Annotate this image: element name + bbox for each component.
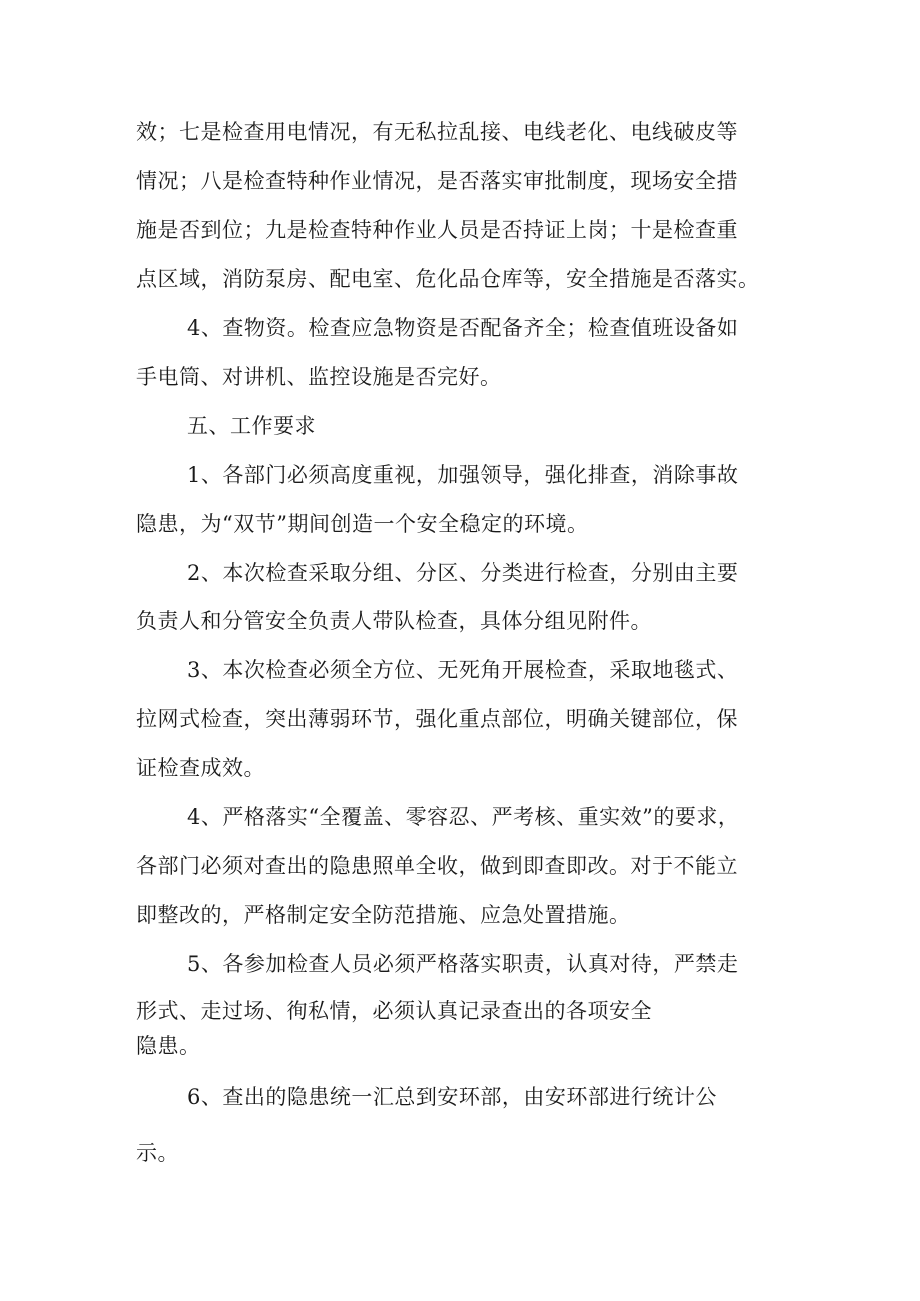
text-line: 手电筒、对讲机、监控设施是否完好。 xyxy=(136,365,502,389)
text-line: 4、查物资。检查应急物资是否配备齐全；检查值班设备如 xyxy=(187,316,739,340)
text-line: 2、本次检查采取分组、分区、分类进行检查，分别由主要 xyxy=(187,561,739,585)
text-line: 点区域，消防泵房、配电室、危化品仓库等，安全措施是否落实。 xyxy=(136,267,760,291)
section-heading: 五、工作要求 xyxy=(187,414,316,438)
text-line: 隐患，为“双节”期间创造一个安全稳定的环境。 xyxy=(136,512,589,536)
text-line: 形式、走过场、徇私情，必须认真记录查出的各项安全 xyxy=(136,999,652,1023)
text-line: 6、查出的隐患统一汇总到安环部，由安环部进行统计公 xyxy=(187,1085,717,1109)
text-line: 施是否到位；九是检查特种作业人员是否持证上岗；十是检查重 xyxy=(136,218,738,242)
text-line: 即整改的，严格制定安全防范措施、应急处置措施。 xyxy=(136,903,631,927)
text-line: 证检查成效。 xyxy=(136,756,265,780)
text-line: 示。 xyxy=(136,1141,179,1165)
text-line: 3、本次检查必须全方位、无死角开展检查，采取地毯式、 xyxy=(187,658,739,682)
text-line: 4、严格落实“全覆盖、零容忍、严考核、重实效”的要求， xyxy=(187,805,740,829)
text-line: 隐患。 xyxy=(136,1034,201,1058)
text-line: 情况；八是检查特种作业情况，是否落实审批制度，现场安全措 xyxy=(136,169,738,193)
text-line: 1、各部门必须高度重视，加强领导，强化排查，消除事故 xyxy=(187,463,739,487)
text-line: 5、各参加检查人员必须严格落实职责，认真对待，严禁走 xyxy=(187,952,739,976)
text-line: 效；七是检查用电情况，有无私拉乱接、电线老化、电线破皮等 xyxy=(136,120,738,144)
text-line: 负责人和分管安全负责人带队检查，具体分组见附件。 xyxy=(136,609,652,633)
text-line: 拉网式检查，突出薄弱环节，强化重点部位，明确关键部位，保 xyxy=(136,707,738,731)
text-line: 各部门必须对查出的隐患照单全收，做到即查即改。对于不能立 xyxy=(136,854,738,878)
